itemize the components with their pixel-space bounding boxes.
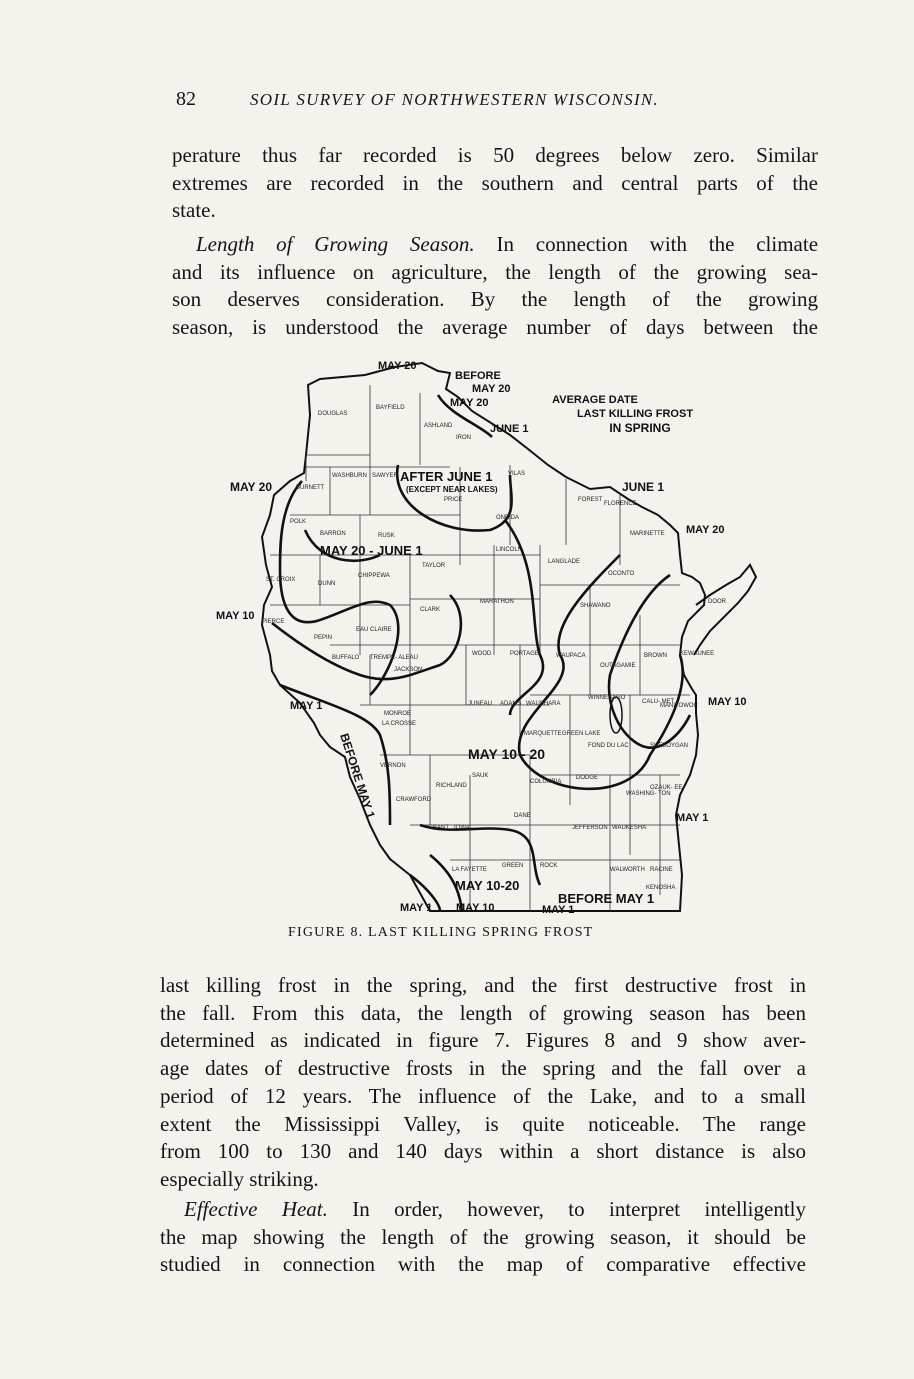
county-label: GREEN LAKE (562, 731, 601, 737)
text-line: son deserves consideration. By the length of the growing (172, 287, 818, 312)
county-label: WASHBURN (332, 473, 367, 479)
county-label: TREMPE- ALEAU (370, 655, 419, 661)
frost-label: JUNE 1 (622, 480, 665, 494)
paragraph-temperature (172, 142, 818, 225)
county-label: MARATHON (480, 599, 514, 605)
county-label: IRON (456, 435, 471, 441)
frost-label: MAY 1 (542, 904, 575, 916)
frost-label: MAY 1 (400, 902, 433, 914)
frost-label: BEFORE MAY 1 (558, 891, 655, 906)
frost-label: MAY 10 (456, 902, 495, 914)
county-label: WASHING- TON (626, 791, 671, 797)
text-line: especially striking. (160, 1166, 319, 1191)
county-label: BUFFALO (332, 655, 360, 661)
running-header (176, 88, 776, 118)
county-label: MARINETTE (630, 531, 665, 537)
county-label: PEPIN (314, 635, 333, 641)
county-label: RUSK (378, 533, 395, 539)
frost-label: MAY 20 (230, 480, 273, 494)
county-label: MONROE (384, 711, 411, 717)
county-label: KENOSHA (646, 885, 676, 891)
county-label: JEFFERSON (572, 825, 608, 831)
section-heading-growing-season: Length of Growing Season. (196, 232, 475, 256)
frost-label: MAY 20 (378, 360, 417, 372)
county-label: BAYFIELD (376, 405, 405, 411)
county-label: EAU CLAIRE (356, 627, 392, 633)
section-heading-effective-heat: Effective Heat. (184, 1197, 328, 1221)
text-line: state. (172, 198, 216, 223)
text-line: last killing frost in the spring, and the first destructive frost in (160, 973, 806, 997)
county-label: CLARK (420, 607, 441, 613)
text-line: and its influence on agriculture, the length of the growing sea- (172, 259, 818, 284)
county-label: FOND DU LAC (588, 743, 629, 749)
frost-label: JUNE 1 (490, 423, 529, 435)
running-title: SOIL SURVEY OF NORTHWESTERN WISCONSIN. (250, 90, 660, 109)
county-label: PRICE (444, 497, 463, 503)
figure-caption: FIGURE 8. LAST KILLING SPRING FROST (288, 925, 594, 940)
county-label: ADAMS (500, 701, 522, 707)
frost-label: MAY 1 (676, 812, 709, 824)
county-label: BURNETT (296, 485, 325, 491)
county-label: LINCOLN (496, 547, 523, 553)
county-label: DOOR (708, 599, 726, 605)
county-label: WALWORTH (610, 867, 645, 873)
county-label: ONEIDA (496, 515, 520, 521)
county-label: FOREST (578, 497, 603, 503)
county-label: PIERCE (262, 619, 285, 625)
county-label: GRANT (428, 825, 449, 831)
county-label: VERNON (380, 763, 406, 769)
county-label: POLK (290, 519, 307, 525)
county-label: OUTAGAMIE (600, 663, 636, 669)
text-line: extent the Mississippi Valley, is quite noticeable. The range (160, 1111, 806, 1136)
county-label: GREEN (502, 863, 524, 869)
county-label: LANGLADE (548, 559, 581, 565)
frost-label: MAY 20 (472, 383, 511, 395)
county-label: OCONTO (608, 571, 635, 577)
text-line: age dates of destructive frosts in the spring and the fall over a (160, 1056, 806, 1081)
county-label: CALU- MET (642, 699, 675, 705)
county-label: LA FAYETTE (452, 867, 487, 873)
frost-label: MAY 10 (708, 696, 747, 708)
county-label: DANE (514, 813, 531, 819)
county-label: WAUPACA (556, 653, 586, 659)
frost-label: BEFORE (455, 370, 501, 382)
paragraph-effective-heat (160, 1196, 806, 1279)
legend-line: IN SPRING (609, 421, 671, 435)
frost-label: MAY 20 (686, 524, 725, 536)
county-label: CRAWFORD (396, 797, 432, 803)
text-line: the fall. From this data, the length of growing season has been (160, 1000, 806, 1025)
county-label: JUNEAU (468, 701, 493, 707)
text-span: In connection with the climate (496, 232, 819, 256)
frost-label: AFTER JUNE 1 (400, 469, 493, 484)
legend-line: AVERAGE DATE (552, 394, 638, 406)
text-line: season, is understood the average number of days between the (172, 315, 818, 340)
county-label: KEWAUNEE (680, 651, 715, 657)
paragraph-growing-season (172, 231, 818, 342)
county-label: TAYLOR (422, 563, 446, 569)
county-label: RACINE (650, 867, 673, 873)
text-span: In order, however, to interpret intelligently (352, 1197, 806, 1221)
county-label: ASHLAND (424, 423, 453, 429)
paragraph-frost (160, 972, 806, 1194)
text-line: from 100 to 130 and 140 days within a short distance is also (160, 1139, 806, 1164)
frost-label: (EXCEPT NEAR LAKES) (406, 485, 498, 494)
text-line: studied in connection with the map of comparative effective (160, 1252, 806, 1277)
county-label: RICHLAND (436, 783, 467, 789)
text-line: extremes are recorded in the southern and central parts of the (172, 170, 818, 195)
door-peninsula (694, 565, 756, 655)
county-label: IOWA (454, 825, 470, 831)
county-label: WAUKESHA (612, 825, 647, 831)
county-label: ST. CROIX (266, 577, 296, 583)
text-line: determined as indicated in figure 7. Figures 8 and 9 show aver- (160, 1028, 806, 1053)
county-label: WAUSHARA (526, 701, 561, 707)
county-label: MARQUETTE (524, 731, 562, 737)
county-label: MANITOWOC (660, 703, 698, 709)
county-label: DODGE (576, 775, 599, 781)
text-line (172, 231, 818, 259)
county-label: VILAS (508, 471, 526, 477)
county-label: JACKSON (394, 667, 423, 673)
county-label: FLORENCE (604, 501, 637, 507)
frost-label: MAY 20 - JUNE 1 (320, 543, 423, 558)
county-label: PORTAGE (510, 651, 539, 657)
wisconsin-frost-map (210, 355, 770, 917)
county-label: OZAUK- EE (650, 785, 683, 791)
text-line: perature thus far recorded is 50 degrees below zero. Similar (172, 143, 818, 167)
county-label: BROWN (644, 653, 667, 659)
legend-line: LAST KILLING FROST (576, 408, 694, 420)
frost-label: MAY 10-20 (455, 878, 520, 893)
text-line: period of 12 years. The influence of the Lake, and to a small (160, 1083, 806, 1108)
frost-label: MAY 10 - 20 (468, 746, 546, 762)
county-label: SHAWANO (580, 603, 611, 609)
county-label: SHEBOYGAN (650, 743, 689, 749)
frost-label: MAY 20 (450, 397, 489, 409)
county-label: WINNEBAGO (588, 695, 626, 701)
text-line (160, 1196, 806, 1224)
frost-label: BEFORE MAY 1 (337, 731, 378, 821)
county-label: ROCK (540, 863, 558, 869)
county-label: LA CROSSE (382, 721, 417, 727)
county-label: SAUK (472, 773, 489, 779)
frost-label: MAY 10 (216, 610, 255, 622)
county-label: BARRON (320, 531, 346, 537)
county-lines (270, 385, 690, 911)
county-label: SAWYER (372, 473, 398, 479)
county-label: DOUGLAS (318, 411, 348, 417)
county-label: WOOD (472, 651, 492, 657)
text-line: the map showing the length of the growing season, it should be (160, 1224, 806, 1249)
county-label: COLUMBIA (530, 779, 562, 785)
county-label: DUNN (318, 581, 336, 587)
page-number: 82 (176, 88, 196, 110)
county-label: CHIPPEWA (358, 573, 390, 579)
frost-label: MAY 1 (290, 700, 323, 712)
